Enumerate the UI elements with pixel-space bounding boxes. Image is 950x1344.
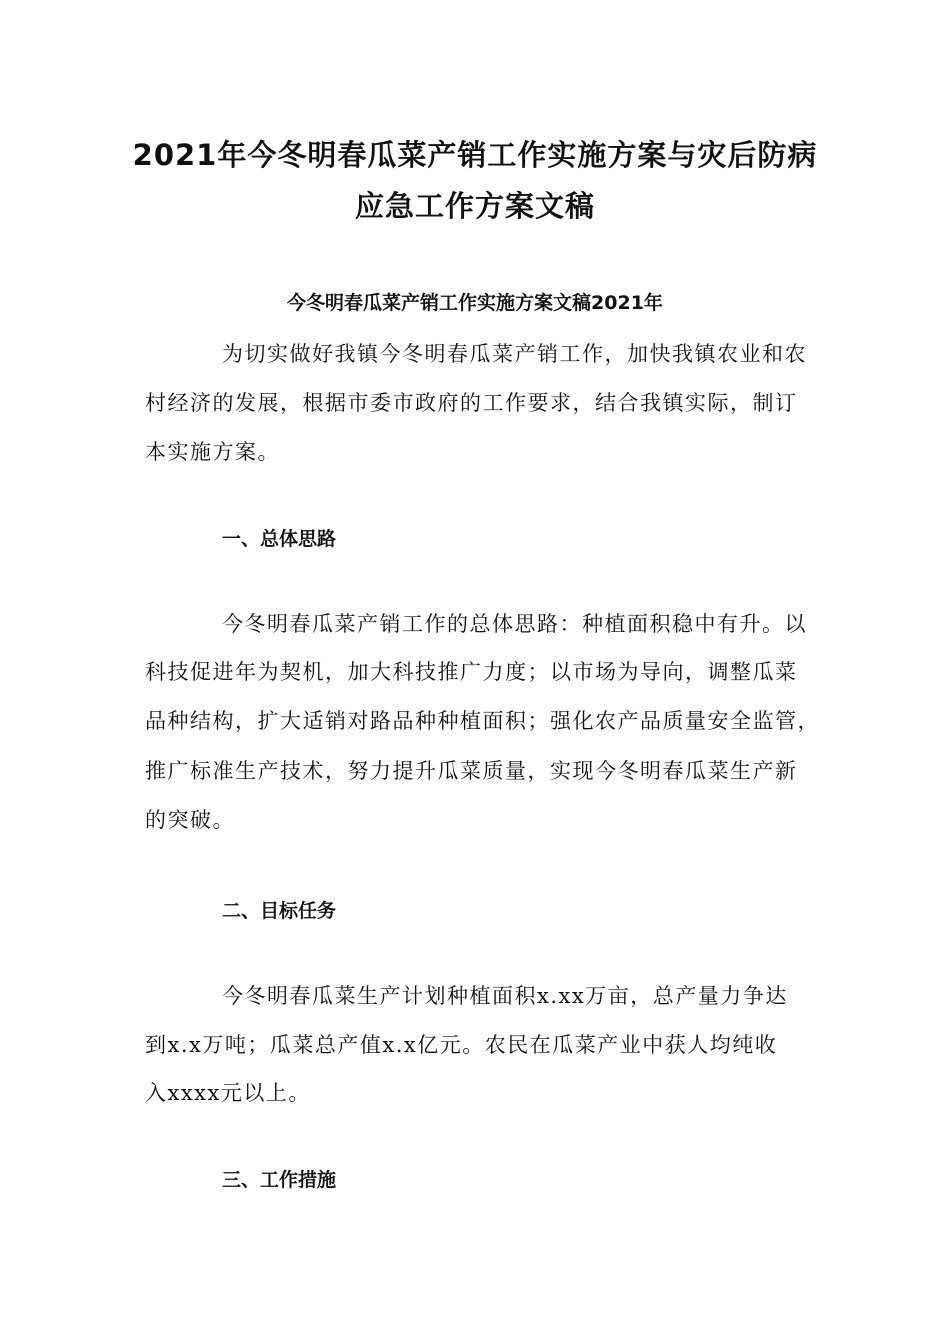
section-heading-overall-approach: 一、总体思路 xyxy=(222,528,337,550)
intro-line-3: 本实施方案。 xyxy=(145,440,280,464)
section-1-line-3: 品种结构，扩大适销对路品种种植面积；强化农产品质量安全监管， xyxy=(145,709,820,733)
section-heading-measures: 三、工作措施 xyxy=(222,1169,337,1191)
section-1-line-2: 科技促进年为契机，加大科技推广力度；以市场为导向，调整瓜菜 xyxy=(145,660,798,684)
section-2-line-2: 到x.x万吨；瓜菜总产值x.x亿元。农民在瓜菜产业中获人均纯收 xyxy=(145,1033,778,1057)
section-1-line-1: 今冬明春瓜菜产销工作的总体思路：种植面积稳中有升。以 xyxy=(222,612,807,636)
section-heading-goals: 二、目标任务 xyxy=(222,900,337,922)
document-title-line-2: 应急工作方案文稿 xyxy=(354,189,595,223)
section-2-line-1: 今冬明春瓜菜生产计划种植面积x.xx万亩，总产量力争达 xyxy=(222,984,788,1008)
document-subtitle: 今冬明春瓜菜产销工作实施方案文稿2021年 xyxy=(287,292,663,314)
section-2-line-3: 入xxxx元以上。 xyxy=(145,1081,311,1105)
intro-line-1: 为切实做好我镇今冬明春瓜菜产销工作，加快我镇农业和农 xyxy=(222,342,807,366)
intro-line-2: 村经济的发展，根据市委市政府的工作要求，结合我镇实际，制订 xyxy=(145,391,798,415)
section-1-line-5: 的突破。 xyxy=(145,808,235,832)
section-1-line-4: 推广标准生产技术，努力提升瓜菜质量，实现今冬明春瓜菜生产新 xyxy=(145,759,798,783)
document-title-line-1: 2021年今冬明春瓜菜产销工作实施方案与灾后防病 xyxy=(132,138,818,172)
